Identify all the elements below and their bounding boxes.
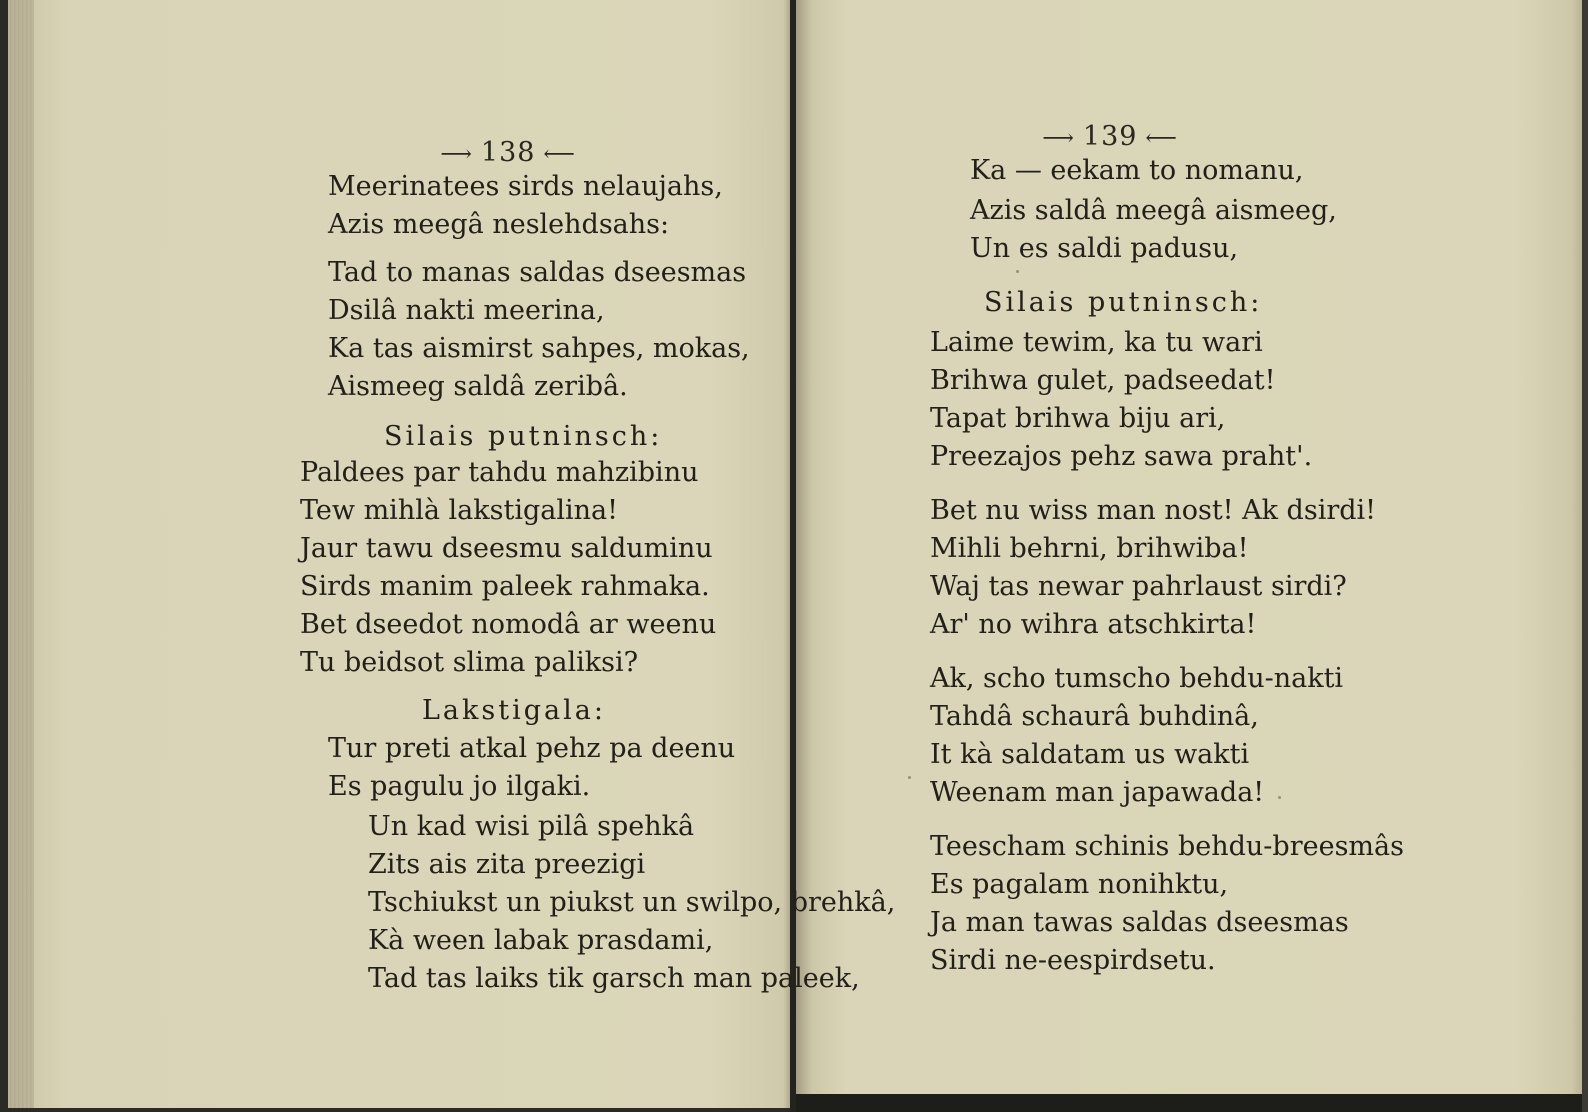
verse-line: Teescham schinis behdu-breesmâs [930,831,1404,862]
folio-ornament-right: ⟵ [535,142,576,167]
verse-line: Ar' no wihra atschkirta! [930,609,1257,640]
speaker-heading: Silais putninsch: [384,421,663,452]
verse-line: Waj tas newar pahrlaust sirdi? [930,571,1347,602]
folio-ornament-right: ⟵ [1137,126,1178,151]
verse-line: Un es saldi padusu, [970,233,1239,264]
verse-line: Tapat brihwa biju ari, [930,403,1226,434]
verse-line: Es pagalam nonihktu, [930,869,1229,900]
page-number-text: 139 [1082,121,1138,152]
verse-line: Azis saldâ meegâ aismeeg, [970,195,1337,226]
verse-line: Azis meegâ neslehdsahs: [328,209,670,240]
verse-line: Tahdâ schaurâ buhdinâ, [930,701,1259,732]
verse-line: Laime tewim, ka tu wari [930,327,1263,358]
verse-line: It kà saldatam us wakti [930,739,1250,770]
verse-line: Ja man tawas saldas dseesmas [930,907,1349,938]
scan-bottom-edge [796,1094,1588,1112]
folio-ornament-left: ⟶ [1042,126,1083,151]
verse-line: Sirds manim paleek rahmaka. [300,571,710,602]
page-number-text: 138 [480,137,536,168]
paper-speck [908,776,911,779]
speaker-heading: Silais putninsch: [984,287,1263,318]
verse-line: Bet dseedot nomodâ ar weenu [300,609,717,640]
verse-line: Kà ween labak prasdami, [368,925,714,956]
verse-line: Brihwa gulet, padseedat! [930,365,1276,396]
verse-line: Aismeeg saldâ zeribâ. [328,371,628,402]
scan-right-edge [1582,0,1588,1112]
verse-line: Zits ais zita preezigi [368,849,646,880]
verse-line: Ka — eekam to nomanu, [970,155,1304,186]
verse-line: Tad tas laiks tik garsch man paleek, [368,963,860,994]
verse-line: Un kad wisi pilâ spehkâ [368,811,695,842]
speaker-heading: Lakstigala: [422,695,606,726]
verse-line: Dsilâ nakti meerina, [328,295,605,326]
verse-line: Ka tas aismirst sahpes, mokas, [328,333,750,364]
verse-line: Tur preti atkal pehz pa deenu [328,733,736,764]
verse-line: Sirdi ne-eespirdsetu. [930,945,1216,976]
verse-line: Tad to manas saldas dseesmas [328,257,747,288]
verse-line: Ak, scho tumscho behdu-nakti [930,663,1344,694]
verse-line: Tew mihlà lakstigalina! [300,495,618,526]
paper-speck [1278,796,1281,799]
folio-ornament-left: ⟶ [440,142,481,167]
verse-line: Jaur tawu dseesmu salduminu [300,533,713,564]
page-edges [8,0,34,1108]
paper-speck [1016,270,1019,273]
verse-line: Meerinatees sirds nelaujahs, [328,171,723,202]
verse-line: Bet nu wiss man nost! Ak dsirdi! [930,495,1377,526]
verse-line: Es pagulu jo ilgaki. [328,771,591,802]
verse-line: Tschiukst un piukst un swilpo, brehkâ, [368,887,896,918]
verse-line: Preezajos pehz sawa praht'. [930,441,1313,472]
verse-line: Tu beidsot slima paliksi? [300,647,639,678]
verse-line: Mihli behrni, brihwiba! [930,533,1249,564]
verse-line: Weenam man japawada! [930,777,1265,808]
verse-line: Paldees par tahdu mahzibinu [300,457,699,488]
